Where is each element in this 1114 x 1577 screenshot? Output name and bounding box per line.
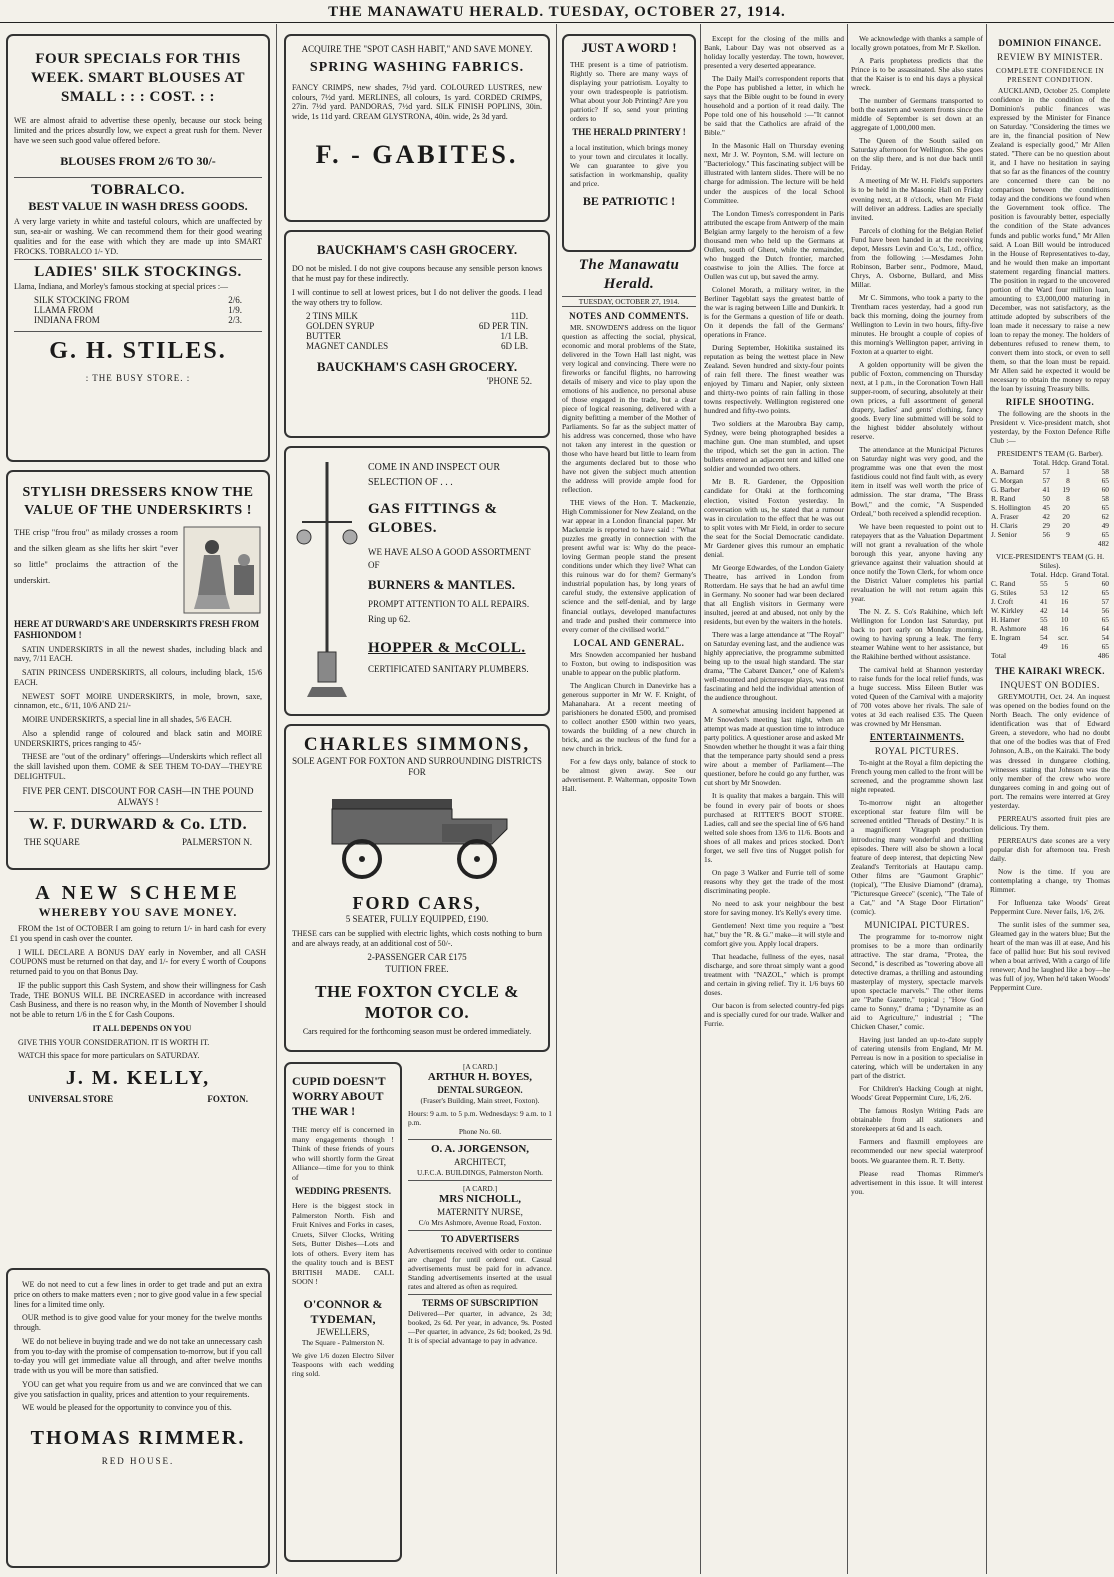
finance-text: AUCKLAND, October 25. Complete confidence in the condition of the Dominion's public finances was expressed by the Minister for Finance on Saturday. "Considering the times we are in, the financial position of New Zealand is especially good," Mr Allen stated. "There can be no question about it, and I have no hesitation in saying that so far as the finances of the country are concerned there can be no comparison between the conditions today and the conditions we found when the Government took office. The position is favourably better, especially the condition of the State advances funds and public works fund," Mr Allen said. A Loan Bill would be introduced in the House of Representatives to-day, and he would then make an important statement regarding financial matters. The position in regard to the uncovered portion of the Ward four million loan, amounting to £3,000,000 maturing in December, was not satisfactory, as the attitude adopted by subscribers of the loan made it necessary to raise a new loan to repay the money. The holders of debentures refused to renew them, to convert them into stock, or even to sell them, so that the loan must be repaid. Mr Allen said he expected it would be necessary to obtain the money to repay the loan by issuing Treasury bills.	[990, 86, 1110, 394]
durward-item: Also a splendid range of coloured and black satin and MOIRE UNDERSKIRTS, prices ranging to 45/-	[14, 728, 262, 748]
bauckham-advert	[284, 230, 550, 438]
price-row: 2 TINS MILK 11D.	[306, 311, 528, 322]
gabites-name: F. - GABITES.	[315, 139, 519, 169]
kelly-sub: WHEREBY YOU SAVE MONEY.	[38, 905, 238, 919]
hopper-prompt: PROMPT ATTENTION TO ALL REPAIRS.	[368, 598, 530, 609]
kelly-para: I WILL DECLARE A BONUS DAY early in November, and all CASH COUPONS must be returned on that day, and 1/- for every £ worth of Coupons returned paid to you on that Bonus Day.	[10, 947, 266, 976]
news-para: Except for the closing of the mills and Bank, Labour Day was not observed as a holiday locally yesterday. The town, however, presented a very deserted appearance.	[704, 34, 844, 71]
advertisers-title: TO ADVERTISERS	[440, 1234, 520, 1245]
kelly-para: WATCH this space for more particulars on SATURDAY.	[18, 1051, 200, 1061]
editorial-para: MR. SNOWDEN'S address on the liquor question as affecting the social, physical, economic and moral problems of the State, delivered in the Town Hall last night, was very logical and convincing. There were no fireworks or fanciful flights, no harrowing details of misery and vice to play upon the emotions of his audience, no personal abuse of those engaged in the trade, but a clear piece of logical reasoning, delivered with a dignity befitting a member of the Mother of Parliaments. So far as the subject matter of his address was concerned, those who have not taken any interest in the question or those who have heard but little to learn from the arguments declared but to those who have not given the subject much attention the address will provide ample food for reflection.	[562, 322, 696, 495]
hopper-also: WE HAVE ALSO A GOOD ASSORTMENT OF	[368, 546, 531, 570]
price-row: SILK STOCKING FROM 2/6.	[34, 294, 242, 305]
finance-sub2: COMPLETE CONFIDENCE IN PRESENT CONDITION.	[995, 66, 1105, 84]
score-row: S. Hollington 45 20 65	[991, 503, 1109, 513]
boyes-name: ARTHUR H. BOYES,	[427, 1071, 533, 1084]
hopper-trade: CERTIFICATED SANITARY PLUMBERS.	[368, 664, 529, 674]
president-total: 482	[1097, 539, 1109, 549]
score-row: H. Claris 29 20 49	[991, 521, 1109, 531]
score-row: G. Barber 41 19 60	[991, 485, 1109, 495]
tobralco-title: TOBRALCO.	[91, 181, 185, 198]
news-para: It is quality that makes a bargain. This will be found in every pair of boots or shoes purchased at RITTER'S BOOT STORE. Ladies, call and see the special line of 6/6 hand welted sole shoes from 13/6 to 11/6. Boots and shoes of all makes and prices stocked. Don't forget, we sell five tins of Nugget polish for 1s.	[704, 791, 844, 864]
ford-seater: 5 SEATER, FULLY EQUIPPED, £190.	[345, 913, 489, 924]
score-row: C. Morgan 57 8 65	[991, 476, 1109, 486]
price-row: BUTTER 1/1 LB.	[306, 331, 528, 342]
news-column-6	[990, 34, 1110, 1574]
kelly-para: IT ALL DEPENDS ON YOU	[92, 1023, 192, 1033]
nicholl-address: C/o Mrs Ashmore, Avenue Road, Foxton.	[418, 1218, 542, 1228]
editorial-para: Mrs Snowden accompanied her husband to Foxton, but owing to indisposition was unable to appear on the public platform.	[562, 649, 696, 677]
editorial-column	[562, 256, 696, 1574]
oconnor-trade: JEWELLERS,	[316, 1326, 370, 1337]
gabites-headline: SPRING WASHING FABRICS.	[309, 60, 525, 76]
rimmer-tag: RED HOUSE.	[101, 1456, 175, 1466]
news-para: For Influenza take Woods' Great Peppermint Cure. Never fails, 1/6, 2/6.	[990, 897, 1110, 916]
rimmer-para: WE would be pleased for the opportunity to convince you of this.	[22, 1403, 232, 1413]
bauckham-headline: BAUCKHAM'S CASH GROCERY.	[316, 242, 518, 257]
editorial-para: THE views of the Hon. T. Mackenzie, High Commissioner for New Zealand, on the war appear in a London financial paper. Mr Mackenzie is reported to have said : "What puzzles me greatly in connection with the present awful war is: Why do the peace-loving German people stand the present conditions under which they live? What can this ruinous war do for them? Germany's industrial population has, by long years of careful study, the extensive application of science and the self-denial, and by large financial outlays, developed manufactures and trade and pushed their commerce into every corner of the civilised world."	[562, 498, 696, 634]
news-para: For Children's Hacking Cough at night, Woods' Great Peppermint Cure, 1/6, 2/6.	[851, 1084, 983, 1103]
nicholl-name: MRS NICHOLL,	[439, 1193, 521, 1206]
kelly-para: GIVE THIS YOUR CONSIDERATION. IT IS WORTH IT.	[18, 1037, 210, 1047]
kelly-store: UNIVERSAL STORE	[28, 1094, 114, 1104]
news-para: We have been requested to point out to ratepayers that as the Valuation Department will not grant a revaluation of the whole borough this year, anyone having any grievance against their valuation should at once notify the Town Clerk, for whom once the District Valuer completes his partial revaluation he will not return again this year.	[851, 521, 983, 603]
news-para: Colonel Morath, a military writer, in the Berliner Tageblatt says the greatest battle of the war is raging between Lille and Dunkirk. It is for the Germans a question of life or death. On it depends the fall of the Germans' operations in France.	[704, 284, 844, 339]
score-row: G. Stiles 53 12 65	[991, 588, 1109, 598]
kelly-para: FROM the 1st of OCTOBER I am going to return 1/- in hard cash for every £1 you spend in cash over the counter.	[10, 924, 266, 943]
news-para: We acknowledge with thanks a sample of locally grown potatoes, from Mr P. Skellon.	[851, 34, 983, 53]
poem: The sunlit isles of the summer sea, Gleamed gay in the waters blue; But the heart of the man was ill at ease, And his face of pallid hue: But his soul revived when a boat arrived, With a cargo of life renewer; And he laughed like a boy—he was full of joy, When he'd taken Woods' Peppermint Cure.	[990, 920, 1110, 993]
score-row: R. Rand 50 8 58	[991, 494, 1109, 504]
news-para: Mr George Edwardes, of the London Gaiety Theatre, has arrived in London from Rotterdam. He says that he had an awful time in Germany. No sooner had war been declared that all English visitors in Germany were insulted, jeered at and abused, not only by the residents, but even by the waiters in the hotels.	[704, 562, 844, 626]
gas-fitting-illustration	[292, 452, 362, 702]
wreck-text: GREYMOUTH, Oct. 24. An inquest was opened on the bodies found on the North Beach. The only evidence of identification was that of Edward Green, a stevedore, who had no doubt that one of the bodies was that of Fred Johnson, A.B., on the Kairaki. The body was dressed in dungaree clothing, witnesses stating that Johnson was the only member of the crew who wore dungarees coming in and going out of port. The remains were interred at Grey yesterday.	[990, 692, 1110, 810]
news-para: A meeting of Mr W. H. Field's supporters is to be held in the Masonic Hall on Friday evening next, at 8 o'clock, when Mr Field will deliver an address. Ladies are specially invited.	[851, 176, 983, 222]
subscription-title: TERMS OF SUBSCRIPTION	[421, 1297, 539, 1308]
news-para: During September, Hokitika sustained its reputation as being the wettest place in New Zealand. Seven hundred and sixty-four points of rain fell there. The finest weather was enjoyed by Timaru and Napier, only sixteen and thirty-two points of rain falling in those towns respectively. Wellington registered one hundred and fifty-two points.	[704, 343, 844, 416]
ford-title: FORD CARS,	[352, 892, 482, 913]
score-row: J. Senior 56 9 65	[991, 530, 1109, 540]
bauckham-footer: BAUCKHAM'S CASH GROCERY.	[316, 359, 518, 375]
news-para: Our bacon is from selected country-fed pigs and is specially cured for our trade. Walker and Furrie.	[704, 1001, 844, 1029]
patriotic-text: THE present is a time of patriotism. Rightly so. There are many ways of displaying your patriotism. Loyalty to your own tradespeople is patriotism. What about your Job Printing? Are you patriotic? If so, send your printing orders to	[570, 60, 688, 124]
professional-cards	[408, 1062, 552, 1572]
lady-illustration	[182, 525, 262, 615]
ford-tuition: TUITION FREE.	[385, 963, 449, 974]
news-para: A Paris prophetess predicts that the Prince is to be assassinated. She also states that the Kaiser is to end his days a physical wreck.	[851, 56, 983, 93]
silk-intro: Llama, Indiana, and Morley's famous stocking at special prices :—	[14, 282, 229, 291]
news-column	[704, 34, 844, 1574]
score-row: E. Ingram 54 scr. 54	[991, 633, 1109, 643]
durward-item: MOIRE UNDERSKIRTS, a special line in all shades, 5/6 EACH.	[22, 715, 232, 724]
local-heading: LOCAL AND GENERAL.	[573, 637, 685, 648]
ford-two: 2-PASSENGER CAR £175	[367, 952, 467, 963]
ford-text: THESE cars can be supplied with electric lights, which costs nothing to burn and are always ready, at an additional cost of 50/-.	[292, 928, 542, 948]
news-para: A somewhat amusing incident happened at Mr Snowden's meeting last night, when an attempt was made at question time to introduce party politics. A questioner arose and asked Mr Snowden whether he thought it was a fair thing that the temperance party should send a press wire about a member of Parliament—The questioner, before he could go any further, was cut short by Mr Snowden.	[704, 706, 844, 788]
oconnor-text2: Here is the biggest stock in Palmerston North. Fish and Fruit Knives and Forks in cases, Cruets, Silver Clocks, Writing Sets, Butter Dishes—Lots and lots of others. Every item has the quality touch and is BEST BRITISH MADE. CALL SOON !	[292, 1201, 394, 1287]
durward-item: SATIN UNDERSKIRTS in all the newest shades, including black and navy, 7/11 EACH.	[14, 644, 262, 664]
hopper-intro: COME IN AND INSPECT OUR SELECTION OF . . .	[368, 462, 501, 488]
vice-scores: Total. Hdcp. Grand Total. C. Rand 55 5 60 G. Stiles 53 12 65 J. Croft 41 16 57 W. Kirkley 42 14 56 H. Hamer 55 10 65 R. Ashmore 48 16 64 E. Ingram 54 scr. 54 49 16 65 Total 486	[991, 570, 1109, 661]
price-row: GOLDEN SYRUP 6D PER TIN.	[306, 321, 528, 332]
stiles-headline: FOUR SPECIALS FOR THIS WEEK. SMART BLOUSES AT SMALL : : : COST. : :	[30, 51, 246, 105]
news-para: Parcels of clothing for the Belgian Relief Fund have been handed in at the receiving depot, Messrs Levin and Co.'s, Ltd., office, from the following :—Mesdames John Robinson, Barber senr., Podmore, Maud, Chrys, A. Osborne, Bullard, and Miss Millar.	[851, 225, 983, 289]
stiles-name: G. H. STILES.	[49, 337, 227, 364]
news-para: Please read Thomas Rimmer's advertisement in this issue. It will interest you.	[851, 1168, 983, 1196]
hopper-name: HOPPER & McCOLL.	[368, 640, 526, 657]
kelly-headline: A NEW SCHEME	[35, 882, 241, 904]
rifle-intro: The following are the shoots in the President v. Vice-president match, shot yesterday, by the Foxton Defence Rifle Club :—	[990, 409, 1110, 446]
durward-address: THE SQUARE	[24, 837, 80, 847]
durward-headline: STYLISH DRESSERS KNOW THE VALUE OF THE UNDERSKIRTS !	[22, 485, 254, 518]
masthead: THE MANAWATU HERALD. TUESDAY, OCTOBER 27, 1914.	[0, 0, 1114, 23]
price-row: INDIANA FROM 2/3.	[34, 314, 242, 325]
vice-total: 486	[1097, 651, 1109, 661]
be-patriotic: BE PATRIOTIC !	[582, 193, 676, 208]
hopper-ring: Ring up 62.	[368, 614, 411, 624]
boyes-hours: Hours: 9 a.m. to 5 p.m. Wednesdays: 9 a.m. to 1 p.m.	[408, 1109, 552, 1128]
simmons-advert	[284, 724, 550, 1052]
vice-team: VICE-PRESIDENT'S TEAM (G. H. Stiles).	[995, 552, 1105, 571]
news-para: The carnival held at Shannon yesterday to raise funds for the local relief funds, was a huge success. Miss Eileen Butler was voted Queen of the Carnival with a majority of 700 votes above her rivals. The sale of votes at 3d each realised £35. The Queen was crowned by Mr Hensman.	[851, 665, 983, 729]
kelly-advert	[6, 880, 270, 1110]
news-para: The famous Roslyn Writing Pads are obtainable from all stationers and storekeepers at 6d and 1s each.	[851, 1106, 983, 1134]
simmons-sub: SOLE AGENT FOR FOXTON AND SURROUNDING DISTRICTS FOR	[292, 756, 542, 778]
president-scores: Total. Hdcp. Grand Total. A. Barnard 57 1 58 C. Morgan 57 8 65 G. Barber 41 19 60 R. Rand 50 8 58 S. Hollington 45 20 65 A. Fraser 42 20 62 H. Claris 29 20 49 J. Senior 56 9 65 482	[991, 458, 1109, 549]
card-label: [A CARD.]	[462, 1062, 498, 1071]
wreck-sub: INQUEST ON BODIES.	[1000, 680, 1100, 691]
wedding-presents: WEDDING PRESENTS.	[294, 1186, 392, 1196]
rifle-heading: RIFLE SHOOTING.	[1005, 397, 1095, 408]
stiles-tagline: : THE BUSY STORE. :	[85, 372, 191, 383]
oconnor-extra: We give 1/6 dozen Electro Silver Teaspoons with each wedding ring sold.	[292, 1351, 394, 1379]
jorgenson-trade: ARCHITECT,	[453, 1156, 507, 1167]
ford-car-illustration	[292, 779, 542, 889]
news-para: PERREAU'S date scones are a very popular dish for afternoon tea. Fresh daily.	[990, 835, 1110, 863]
column-rule	[986, 24, 987, 1574]
silk-title: LADIES' SILK STOCKINGS.	[34, 264, 242, 281]
patriotic-advert	[562, 34, 696, 252]
price-row: MAGNET CANDLES 6D LB.	[306, 341, 528, 352]
subscription-text: Delivered—Per quarter, in advance, 2s 3d; booked, 2s 6d. Per year, in advance, 9s. Posted—Per quarter, in advance, 2s 6d; booked, 2s 9d. It is of special advantage to pay in advance.	[408, 1308, 552, 1345]
news-para: Gentlemen! Next time you require a "best hat," buy the "R. & G." make—it will style and comfort give you. Apply local drapers.	[704, 920, 844, 948]
price-row: LLAMA FROM 1/9.	[34, 304, 242, 315]
wreck-heading: THE KAIRAKI WRECK.	[994, 666, 1106, 677]
stiles-advert	[6, 34, 270, 462]
bauckham-phone: 'PHONE 52.	[486, 375, 532, 386]
kelly-name: J. M. KELLY,	[65, 1067, 211, 1089]
simmons-name: CHARLES SIMMONS,	[303, 734, 531, 755]
durward-name: W. F. DURWARD & Co. LTD.	[28, 816, 248, 833]
rimmer-advert	[6, 1268, 270, 1568]
news-para: That headache, fullness of the eyes, nasal discharge, and sore throat simply want a good treatment with "NAZOL," which is prompt and certain in giving relief. Try it. 1/6 buys 60 doses.	[704, 951, 844, 998]
column-rule	[276, 24, 277, 1574]
column-rule	[700, 24, 701, 1574]
column-rule	[556, 24, 557, 1574]
rimmer-name: THOMAS RIMMER.	[30, 1427, 246, 1449]
tobralco-sub: BEST VALUE IN WASH DRESS GOODS.	[28, 199, 248, 214]
ford-orders: Cars required for the forthcoming season must be ordered immediately.	[302, 1027, 532, 1037]
royal-heading: ROYAL PICTURES.	[874, 746, 960, 757]
news-para: There was a large attendance at "The Royal" on Saturday evening last, and the audience was highly appreciative, the programme submitted being up to the usual high standard. The star drama, "The Cabaret Dancer," one of Kalem's well-mounted and picturesque plays, was most fascinating and held the individual attention of the audience throughout.	[704, 629, 844, 703]
boyes-trade: DENTAL SURGEON.	[437, 1084, 523, 1095]
stiles-intro: WE are almost afraid to advertise these openly, because our stock being limited and the prices absurdly low, we expect a great rush for them. Never have we seen such good value offered before.	[14, 116, 262, 145]
gabites-advert	[284, 34, 550, 222]
foxton-cycle: THE FOXTON CYCLE & MOTOR CO.	[315, 981, 519, 1022]
score-row: A. Fraser 42 20 62	[991, 512, 1109, 522]
rimmer-para: WE do not believe in buying trade and we do not take an unnecessary cash from you to-day with the promise of compensation to-morrow, but if you call to-day you will get immediate value all through, and after twelve months trade with us you will be more than satisfied.	[14, 1336, 262, 1375]
news-para: Now is the time. If you are contemplating a change, try Thomas Rimmer.	[990, 866, 1110, 894]
news-para: PERREAU'S assorted fruit pies are delicious. Try them.	[990, 813, 1110, 832]
notes-heading: NOTES AND COMMENTS.	[569, 310, 689, 321]
news-para: The programme for to-morrow night promises to be a more than ordinarily attractive. The star drama, "Protea, the Second," is described as "towering above all detective dramas, a thrilling and astounding masterplay of mystery, spectacle marvels upon spectacle marvels." The other items are "Pathe Gazette," topical ; "How God came to Sonny," drama ; "Dynamite as an aid to Agriculture," industrial ; "The Chicken Chaser," comic.	[851, 931, 983, 1032]
news-para: Farmers and flaxmill employees are recommended our new special waterproof boots. We guarantee them. R. T. Betty.	[851, 1137, 983, 1165]
durward-town: PALMERSTON N.	[181, 837, 252, 847]
news-para: No need to ask your neighbour the best store for saving money. It's Kelly's every time.	[704, 898, 844, 917]
news-para: A golden opportunity will be given the public of Foxton, commencing on Thursday next, at 1 p.m., in the Coronation Town Hall supper-room, of securing, absolutely at their own prices, a full assortment of general drapery, ladies' and gents' clothing, fancy goods. Every line submitted will be sold to the highest bidder absolutely without reserve.	[851, 360, 983, 442]
news-para: The N. Z. S. Co's Rakihine, which left Wellington for London last Saturday, put back to port early on Monday morning, owing to having sprung a leak. The ferry steamer Wahine went to her assistance, but the Rakihine berthed without assistance.	[851, 606, 983, 661]
editorial-para: For a few days only, balance of stock to be almost given away. See our advertisement. P. Walterman, opposite Town Hall.	[562, 756, 696, 794]
durward-item: SATIN PRINCESS UNDERSKIRTS, all colours, including black, 15/6 EACH.	[14, 668, 262, 687]
rimmer-para: WE do not need to cut a few lines in order to get trade and put an extra price on others to make matters even ; nor to give good value in a few special lines for a limited time only.	[14, 1280, 262, 1309]
kelly-town: FOXTON.	[207, 1094, 248, 1104]
news-para: In the Masonic Hall on Thursday evening next, Mr J. W. Poynton, S.M. will lecture on "Bacteriology." This fascinating subject will be illustrated with lantern slides. There will be no charge for admission. The lecture will be held under the auspices of the local School Committee.	[704, 141, 844, 205]
rimmer-para: OUR method is to give good value for your money for the twelve months through.	[14, 1313, 262, 1332]
news-para: The London Times's correspondent in Paris attributed the escape from Antwerp of the main Belgian army largely to the heroism of a few thousand men who held up the Germans at Oullen, south of Ghent, while the remainder, who hugged the Dutch frontier, marched coastwise to join the Allies. The force at Oullen was cut up, but saved the army.	[704, 208, 844, 281]
finance-sub: REVIEW BY MINISTER.	[997, 52, 1103, 62]
news-para: The attendance at the Municipal Pictures on Saturday night was very good, and the programme was one that even the most fastidious could not find fault with, as every item in itself was well worth the price of admission. The star drama, "The Brass Bowl," and the comic, "A Suspended Ordeal," both received a splendid reception.	[851, 445, 983, 518]
news-column-5	[851, 34, 983, 1574]
news-para: The Queen of the South sailed on Saturday afternoon for Wellington. She goes on the slip there, and is not due back until Friday.	[851, 136, 983, 173]
score-row: H. Hamer 55 10 65	[991, 615, 1109, 625]
hopper-advert	[284, 446, 550, 716]
durward-item: THESE are "out of the ordinary" offerings—Underskirts which reflect all the skill lavished upon them. COME & SEE THEM TO-DAY—THEY'RE DELIGHTFUL.	[14, 752, 262, 781]
oconnor-name: O'CONNOR & TYDEMAN,	[303, 1296, 383, 1326]
durward-item: NEWEST SOFT MOIRE UNDERSKIRTS, in mole, brown, saxe, cinnamon, etc., 6/11, 10/6 AND 21/-	[14, 691, 262, 711]
oconnor-address: The Square - Palmerston N.	[301, 1338, 385, 1347]
durward-advert	[6, 470, 270, 870]
oconnor-headline: CUPID DOESN'T WORRY ABOUT THE WAR !	[292, 1074, 386, 1118]
news-para: Mr C. Simmons, who took a party to the Trentham races yesterday, had a good run back this morning, doing the journey from Wellington to Levin in two hours, fifty-five minutes. He brought a couple of copies of this morning's Wellington paper, arriving in Foxton at a quarter to eight.	[851, 292, 983, 356]
score-row: 49 16 65	[1040, 642, 1109, 652]
patriotic-text2: a local institution, which brings money to your town and circulates it locally. We can guarantee to give you satisfaction in workmanship, quality and price.	[570, 142, 688, 188]
jorgenson-address: U.F.C.A. BUILDINGS, Palmerston North.	[416, 1168, 544, 1178]
news-para: The number of Germans transported to both the eastern and western fronts since the middle of September is set down at an aggregate of 1,000,000 men.	[851, 96, 983, 133]
news-para: On page 3 Walker and Furrie tell of some reasons why they get the trade of the most discriminating people.	[704, 867, 844, 895]
herald-printery: THE HERALD PRINTERY !	[572, 127, 686, 138]
blouses-price: BLOUSES FROM 2/6 TO 30/-	[60, 153, 216, 168]
bauckham-text2: I will continue to sell at lowest prices, but I do not deliver the goods. I lead the way others try to follow.	[292, 287, 542, 307]
column-rule	[847, 24, 848, 1574]
news-para: Having just landed an up-to-date supply of catering utensils from England, Mr M. Perreau is now in a position to specialise in catering, which will be undertaken in any part of the district.	[851, 1035, 983, 1081]
paper-title: The Manawatu Herald.	[578, 257, 680, 292]
score-row: C. Rand 55 5 60	[991, 579, 1109, 589]
finance-heading: DOMINION FINANCE.	[998, 38, 1102, 48]
entertainments-heading: ENTERTAINMENTS.	[869, 732, 965, 743]
jorgenson-name: O. A. JORGENSON,	[430, 1143, 530, 1156]
boyes-address: (Fraser's Building, Main street, Foxton).	[420, 1096, 540, 1106]
durward-discount: FIVE PER CENT. DISCOUNT FOR CASH—IN THE POUND ALWAYS !	[22, 785, 254, 807]
score-row: W. Kirkley 42 14 56	[991, 606, 1109, 616]
news-para: Mr B. R. Gardener, the Opposition candidate for Otaki at the forthcoming election, visited Foxton yesterday. In conversation with us, he stated that a rumour was in circulation to the effect that he was out to split votes with Mr Field, in order to secure the seat for the Social Democratic candidate. Mr Gardener gives this rumour an emphatic denial.	[704, 477, 844, 559]
paper-date: TUESDAY, OCTOBER 27, 1914.	[562, 296, 696, 307]
gabites-top: ACQUIRE THE "SPOT CASH HABIT," AND SAVE MONEY.	[301, 44, 533, 54]
tobralco-text: A very large variety in white and tasteful colours, which are unaffected by sun, sea-air or washing. We can recommend them for their good wearing qualities and for the ease with which they are made up into SMART FROCKS. TOBRALCO 1/- YD.	[14, 217, 262, 256]
oconnor-text: THE mercy elf is concerned in many engagements though ! Think of these friends of yours who will shortly form the Great Alliance—time for you to think of	[292, 1125, 394, 1182]
score-row: J. Croft 41 16 57	[991, 597, 1109, 607]
patriotic-headline: JUST A WORD !	[581, 40, 677, 55]
advertisers-text: Advertisements received with order to continue are charged for until ordered out. Casual advertisements must be paid for in advance. Standing advertisements inserted at the usual rates and altered as often as required.	[408, 1245, 552, 1291]
oconnor-advert	[284, 1062, 402, 1562]
durward-lead: HERE AT DURWARD'S ARE UNDERSKIRTS FRESH FROM FASHIONDOM !	[14, 619, 260, 641]
editorial-para: The Anglican Church in Danevirke has a generous supporter in Mr W. F. Knight, of Mahanahara. At a recent meeting of parishioners he donated £500, and promised to collect another £500 within two years, towards the building of a new church in brick, and as the nucleus of the fund for a new church in brick.	[562, 680, 696, 753]
kelly-para: IF the public support this Cash System, and show their willingness for Cash Trade, THE BONUS WILL BE INCREASED in accordance with increased Cash Business, and there is no reason why, in the Month of November I should not be able to return 1/6 in the £ for Cash Coupons.	[10, 980, 266, 1019]
nicholl-trade: MATERNITY NURSE,	[437, 1206, 523, 1217]
news-para: The Daily Mail's correspondent reports that the Pope has published a letter, in which he says that the Bible ought to be found in every household and a portion of it read daily. The Pope told one of his household :—"It cannot be said that the Catholics are afraid of the Bible."	[704, 74, 844, 138]
bauckham-text: DO not be misled. I do not give coupons because any sensible person knows that he must pay for these indirectly.	[292, 264, 542, 283]
card-label: [A CARD.]	[462, 1184, 498, 1194]
score-row: A. Barnard 57 1 58	[991, 467, 1109, 477]
municipal-heading: MUNICIPAL PICTURES.	[864, 919, 970, 930]
boyes-phone: Phone No. 60.	[458, 1127, 502, 1137]
gabites-text: FANCY CRIMPS, new shades, 7½d yard. COLOURED LUSTRES, new colours, 7½d yard. MERLINES, all colours, 1s yard. CORDED CRIMPS, 27in. 7½d yard. PANDORAS, 7½d yard. SILK FINISH POPLINS, 30in. wide, 1s 11d yard. CREAM GLYSTRONA, 40in. wide, 2s 3d yard.	[292, 82, 542, 121]
news-para: To-morrow night an altogether exceptional star feature film will be screened entitled "Threads of Destiny." It is a magnificent Vitagraph production introducing many wonderful and thrilling episodes. There will also be shown a local feature of deep interest, that depicting New Zealand's Territorials at Hautapu camp. Other films are "Gaumont Graphic" (topical), "The Elusive Diamond" (drama), "Picturesque Greece" (scenic), "The Tale of a Cat," and "A Stage Door Flirtation" (comic).	[851, 798, 983, 916]
news-para: Two soldiers at the Maroubra Bay camp, Sydney, were being photographed besides a machine gun. One man stumbled, and upset the tripod, which set the gun in action. The bullets entered an adjacent tent and killed one soldier and wounded two others.	[704, 419, 844, 474]
rimmer-para: YOU can get what you require from us and we are convinced that we can give you satisfaction in quality, prices and attention to your requirements.	[14, 1379, 262, 1399]
score-row: R. Ashmore 48 16 64	[991, 624, 1109, 634]
news-para: To-night at the Royal a film depicting the French young men called to the front will be screened, and the programme shown last night repeated.	[851, 758, 983, 795]
president-team: PRESIDENT'S TEAM (G. Barber).	[997, 449, 1103, 459]
durward-intro: THE crisp "frou frou" as milady crosses a room and the silken gleam as she lifts her skirt "ever so little" proclaims the attraction of the underskirt.	[14, 528, 178, 585]
hopper-headline: GAS FITTINGS & GLOBES.	[368, 501, 498, 536]
hopper-burners: BURNERS & MANTLES.	[368, 576, 515, 592]
